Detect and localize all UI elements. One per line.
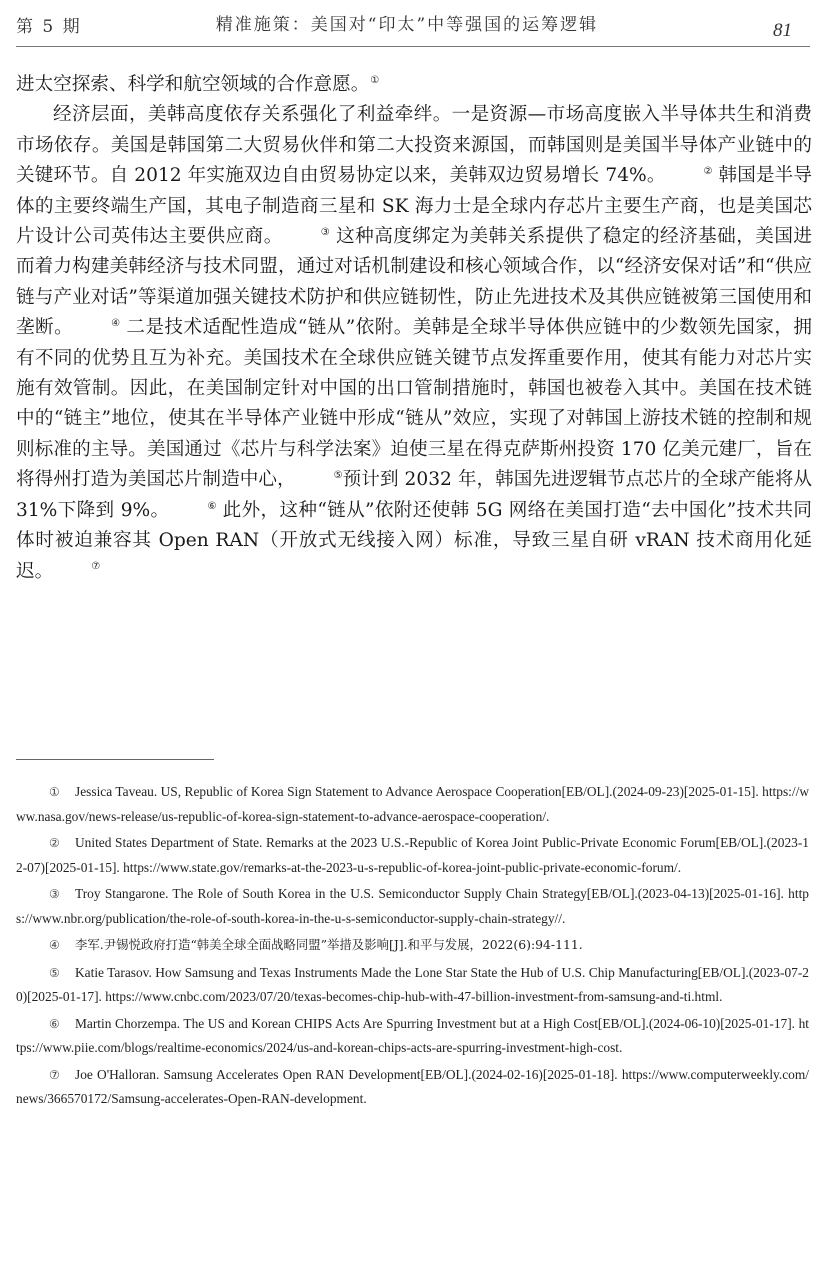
paragraph-text: 二是技术适配性造成“链从”依附。美韩是全球半导体供应链中的少数领先国家，拥有不同的优势且互为补充。美国技术在全球供应链关键节点发挥重要作用，使其有能力对芯片实施有效管制。因此，在美国制定针对中国的出口管制措施时，韩国也被卷入其中。美国在技术链中的“链主”地位，使其在半导体产业链中形成“链从”效应，实现了对韩国上游技术链的控制和规则标准的主导。美国通过《芯片与科学法案》迫使三星在得克萨斯州投资 170 亿美元建厂，旨在将得州打造为美国芯片制造中心，	[16, 317, 812, 491]
paragraph-text: 韩国是半导体的主要终端生产国，其电子制造商三星和 SK 海力士是全球内存芯片主要生产商，也是美国芯片设计公司英伟达主要供应商。	[16, 165, 812, 248]
footnote-item	[16, 882, 809, 930]
paragraph-text: 经济层面，美韩高度依存关系强化了利益牵绊。一是资源—市场高度嵌入半导体共生和消费市场依存。美国是韩国第二大贸易伙伴和第二大投资来源国，而韩国则是美国半导体产业链中的关键环节。自 2012 年实施双边自由贸易协定以来，美韩双边贸易增长 74%。	[16, 104, 812, 187]
footnote-number: ③	[49, 887, 60, 901]
footnote-number: ②	[49, 836, 60, 850]
footnote-item	[16, 1012, 809, 1060]
footnote-text: Katie Tarasov. How Samsung and Texas Instruments Made the Lone Star State the Hub of U.S. Chip Manufacturing[EB/OL].(2023-07-20)[2025-01-17]. https://www.cnbc.com/2023/07/20/texas-becomes-chip-hub-with-47-billion-investment-from-samsung-and-ti.html.	[16, 964, 809, 1004]
footnotes	[16, 780, 809, 1114]
body-paragraph: 进太空探索、科学和航空领域的合作意愿。①	[16, 74, 380, 95]
header-rule	[16, 46, 810, 47]
footnote-item	[16, 831, 809, 879]
footnote-text: 李军.尹锡悦政府打造“韩美全球全面战略同盟”举措及影响[J].和平与发展，2022(6):94-111.	[75, 937, 583, 952]
footnote-number: ⑤	[49, 965, 60, 980]
paragraph-text: 这种高度绑定为美韩关系提供了稳定的经济基础，美国进而着力构建美韩经济与技术同盟，通过对话机制建设和核心领域合作，以“经济安保对话”和“供应链与产业对话”等渠道加强关键技术防护和供应链韧性，防止先进技术及其供应链被第三国使用和垄断。	[16, 226, 812, 339]
footnote-text: United States Department of State. Remarks at the 2023 U.S.-Republic of Korea Joint Public-Private Economic Forum[EB/OL].(2023-12-07)[2025-01-15]. https://www.state.gov/remarks-at-the-2023-u-s-republic-of-korea-joint-public-private-economic-forum/.	[16, 835, 809, 875]
footnote-text: Troy Stangarone. The Role of South Korea in the U.S. Semiconductor Supply Chain Strategy[EB/OL].(2023-04-13)[2025-01-16]. https://www.nbr.org/publication/the-role-of-south-korea-in-the-u-s-semiconductor-supply-chain-strategy//.	[16, 886, 809, 926]
body-paragraph: 经济层面，美韩高度依存关系强化了利益牵绊。一是资源—市场高度嵌入半导体共生和消费市场依存。美国是韩国第二大贸易伙伴和第二大投资来源国，而韩国则是美国半导体产业链中的关键环节。自 2012 年实施双边自由贸易协定以来，美韩双边贸易增长 74%。 ② 韩国是半导体的主要终端生产国，其电子制造商三星和 SK 海力士是全球内存芯片主要生产商，也是美国芯片设计公司英伟达主要供应商。 ③ 这种高度绑定为美韩关系提供了稳定的经济基础，美国进而着力构建美韩经济与技术同盟，通过对话机制建设和核心领域合作，以“经济安保对话”和“供应链与产业对话”等渠道加强关键技术防护和供应链韧性，防止先进技术及其供应链被第三国使用和垄断。 ④ 二是技术适配性造成“链从”依附。美韩是全球半导体供应链中的少数领先国家，拥有不同的优势且互为补充。美国技术在全球供应链关键节点发挥重要作用，使其有能力对芯片实施有效管制。因此，在美国制定针对中国的出口管制措施时，韩国也被卷入其中。美国在技术链中的“链主”地位，使其在半导体产业链中形成“链从”效应，实现了对韩国上游技术链的控制和规则标准的主导。美国通过《芯片与科学法案》迫使三星在得克萨斯州投资 170 亿美元建厂，旨在将得州打造为美国芯片制造中心， ⑤预计到 2032 年，韩国先进逻辑节点芯片的全球产能将从 31%下降到 9%。 ⑥ 此外，这种“链从”依附还使韩 5G 网络在美国打造“去中国化”技术共同体时被迫兼容其 Open RAN（开放式无线接入网）标准，导致三星自研 vRAN 技术商用化延迟。 ⑦	[16, 104, 812, 582]
footnote-separator	[16, 759, 214, 760]
footnote-text: Martin Chorzempa. The US and Korean CHIPS Acts Are Spurring Investment but at a High Cost[EB/OL].(2024-06-10)[2025-01-17]. https://www.piie.com/blogs/realtime-economics/2024/us-and-korean-chips-acts-are-spurring-investment-high-cost.	[16, 1015, 809, 1055]
footnote-number: ⑥	[49, 1016, 60, 1031]
footnote-item	[16, 1063, 809, 1111]
footnote-text: Joe O'Halloran. Samsung Accelerates Open RAN Development[EB/OL].(2024-02-16)[2025-01-18]. https://www.computerweekly.com/news/366570172/Samsung-accelerates-Open-RAN-development.	[16, 1066, 809, 1106]
paragraph-text: 预计到 2032 年，韩国先进逻辑节点芯片的全球产能将从 31%下降到 9%。	[16, 469, 812, 521]
paragraph-text: 进太空探索、科学和航空领域的合作意愿。	[16, 74, 370, 95]
running-head	[16, 6, 810, 42]
body-text	[16, 70, 812, 587]
page-number: 81	[773, 20, 792, 41]
footnote-number: ①	[49, 785, 60, 799]
paragraph-text: 此外，这种“链从”依附还使韩 5G 网络在美国打造“去中国化”技术共同体时被迫兼容其 Open RAN（开放式无线接入网）标准，导致三星自研 vRAN 技术商用化延迟。	[16, 499, 812, 582]
footnote-number: ④	[49, 938, 60, 952]
footnote-item	[16, 933, 809, 958]
footnote-item	[16, 961, 809, 1009]
footnote-item	[16, 780, 809, 828]
footnote-number: ⑦	[49, 1067, 60, 1082]
article-title: 精准施策：美国对“印太”中等强国的运筹逻辑	[215, 15, 599, 35]
issue-label: 第 5 期	[16, 17, 82, 37]
footnote-text: Jessica Taveau. US, Republic of Korea Sign Statement to Advance Aerospace Cooperation[EB/OL].(2024-09-23)[2025-01-15]. https://www.nasa.gov/news-release/us-republic-of-korea-sign-statement-to-advance-aerospace-cooperation/.	[16, 784, 809, 824]
